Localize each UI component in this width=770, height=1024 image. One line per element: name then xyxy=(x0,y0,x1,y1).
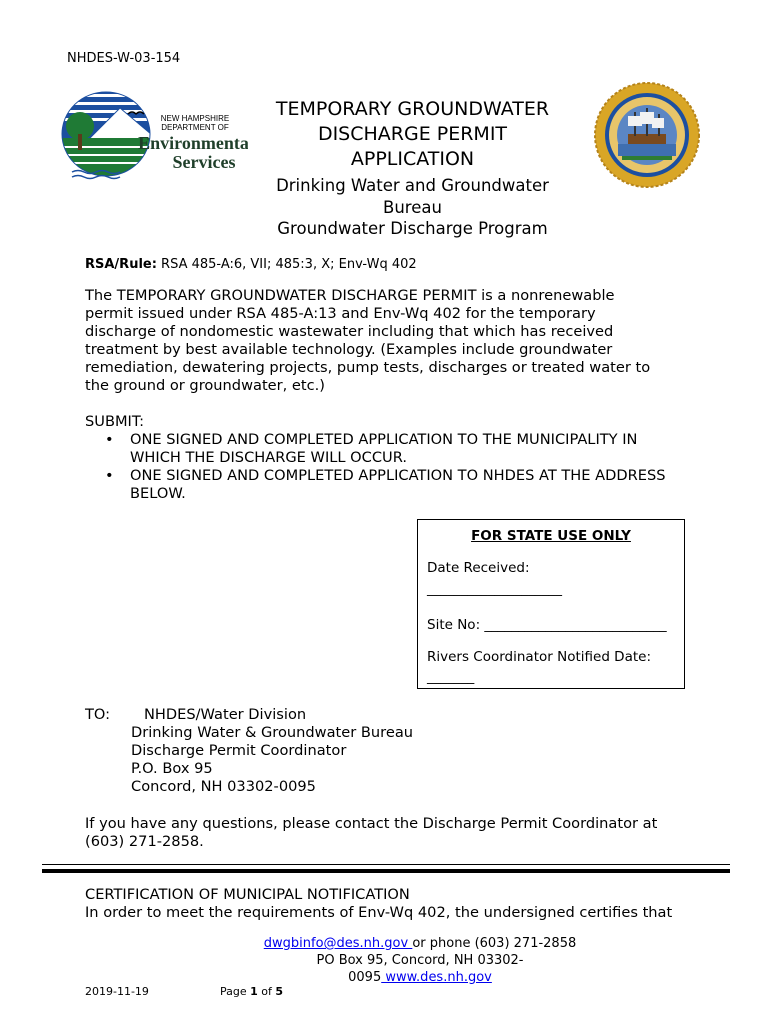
to-line: NHDES/Water Division xyxy=(144,706,307,723)
rsa-value: RSA 485-A:6, VII; 485:3, X; Env-Wq 402 xyxy=(156,257,417,272)
state-use-box xyxy=(417,519,685,689)
to-line: Discharge Permit Coordinator xyxy=(131,742,347,759)
submit-item-nhdes xyxy=(85,467,705,503)
footer-phone: or phone (603) 271-2858 xyxy=(412,936,577,951)
intro-line: The TEMPORARY GROUNDWATER DISCHARGE PERMIT is a nonrenewable xyxy=(85,287,615,304)
footer-address1: PO Box 95, Concord, NH 03302- xyxy=(316,953,524,968)
footer-contact-line3 xyxy=(250,969,590,986)
email-link[interactable]: dwgbinfo@des.nh.gov xyxy=(263,936,413,951)
subtitle-line-1: Drinking Water and Groundwater xyxy=(276,176,549,195)
footer-contact xyxy=(250,935,590,986)
submit-label: SUBMIT: xyxy=(85,413,145,430)
divider-thin xyxy=(42,864,730,865)
submit-item-line: ONE SIGNED AND COMPLETED APPLICATION TO THE MUNICIPALITY IN xyxy=(130,431,638,448)
to-line: P.O. Box 95 xyxy=(131,760,213,777)
state-use-header: FOR STATE USE ONLY xyxy=(471,528,631,544)
title-block xyxy=(250,97,575,240)
bullet-icon: • xyxy=(105,431,114,448)
bullet-icon: • xyxy=(105,467,114,484)
state-seal-graphic xyxy=(594,82,700,188)
certification-title: CERTIFICATION OF MUNICIPAL NOTIFICATION xyxy=(85,886,410,903)
intro-line: remediation, dewatering projects, pump tests, discharges or treated water to xyxy=(85,359,651,376)
submit-item-line: ONE SIGNED AND COMPLETED APPLICATION TO NHDES AT THE ADDRESS xyxy=(130,467,666,484)
nhdes-logo-graphic xyxy=(58,88,248,184)
to-label: TO: xyxy=(85,706,111,723)
submit-item-line: WHICH THE DISCHARGE WILL OCCUR. xyxy=(130,449,407,466)
site-no-field[interactable]: Site No: ___________________________ xyxy=(427,617,667,633)
to-line: Drinking Water & Groundwater Bureau xyxy=(131,724,414,741)
intro-line: permit issued under RSA 485-A:13 and Env-Wq 402 for the temporary xyxy=(85,305,596,322)
website-link[interactable]: www.des.nh.gov xyxy=(381,970,492,985)
page-total: 5 xyxy=(275,985,284,998)
intro-line: treatment by best available technology. (Examples include groundwater xyxy=(85,341,613,358)
submit-list xyxy=(85,431,705,503)
page-current: 1 xyxy=(250,985,258,998)
page-label: Page xyxy=(220,985,251,998)
rivers-coordinator-label: Rivers Coordinator Notified Date: xyxy=(427,649,651,665)
contact-paragraph xyxy=(85,815,705,851)
subtitle-line-3: Groundwater Discharge Program xyxy=(277,219,548,238)
page-of: of xyxy=(257,985,276,998)
intro-line: discharge of nondomestic wastewater including that which has received xyxy=(85,323,614,340)
submit-item-municipality xyxy=(85,431,705,467)
rivers-coordinator-date-field[interactable]: _______ xyxy=(427,669,475,685)
to-address xyxy=(85,706,413,796)
logo-text-line1: NEW HAMPSHIRE xyxy=(160,114,230,123)
contact-line: If you have any questions, please contact the Discharge Permit Coordinator at xyxy=(85,815,658,832)
rsa-rule xyxy=(85,257,417,272)
to-line: Concord, NH 03302-0095 xyxy=(131,778,316,795)
footer-date: 2019-11-19 xyxy=(85,985,149,998)
state-seal xyxy=(594,82,700,188)
footer-address2: 0095 xyxy=(348,970,382,985)
submit-item-line: BELOW. xyxy=(130,485,186,502)
title-line-2: DISCHARGE PERMIT xyxy=(317,123,508,145)
page-number xyxy=(220,985,283,998)
intro-paragraph xyxy=(85,287,695,395)
logo-text-line2: DEPARTMENT OF xyxy=(161,123,229,132)
title-line-1: TEMPORARY GROUNDWATER xyxy=(275,98,550,120)
title-line-3: APPLICATION xyxy=(350,148,475,170)
footer-contact-line1 xyxy=(250,935,590,952)
to-first-line xyxy=(85,706,413,724)
rsa-label: RSA/Rule: xyxy=(85,257,157,272)
logo-text-line3: Environmental xyxy=(138,133,248,153)
certification-text: In order to meet the requirements of Env-Wq 402, the undersigned certifies that xyxy=(85,904,673,921)
intro-line: the ground or groundwater, etc.) xyxy=(85,377,325,394)
form-id: NHDES-W-03-154 xyxy=(67,51,181,66)
divider-thick xyxy=(42,869,730,873)
nhdes-logo xyxy=(58,88,248,184)
date-received-label: Date Received: xyxy=(427,560,530,576)
date-received-field[interactable]: ____________________ xyxy=(427,581,562,597)
subtitle-line-2: Bureau xyxy=(383,197,442,217)
logo-text-line4: Services xyxy=(172,152,236,172)
contact-line: (603) 271-2858. xyxy=(85,833,204,850)
